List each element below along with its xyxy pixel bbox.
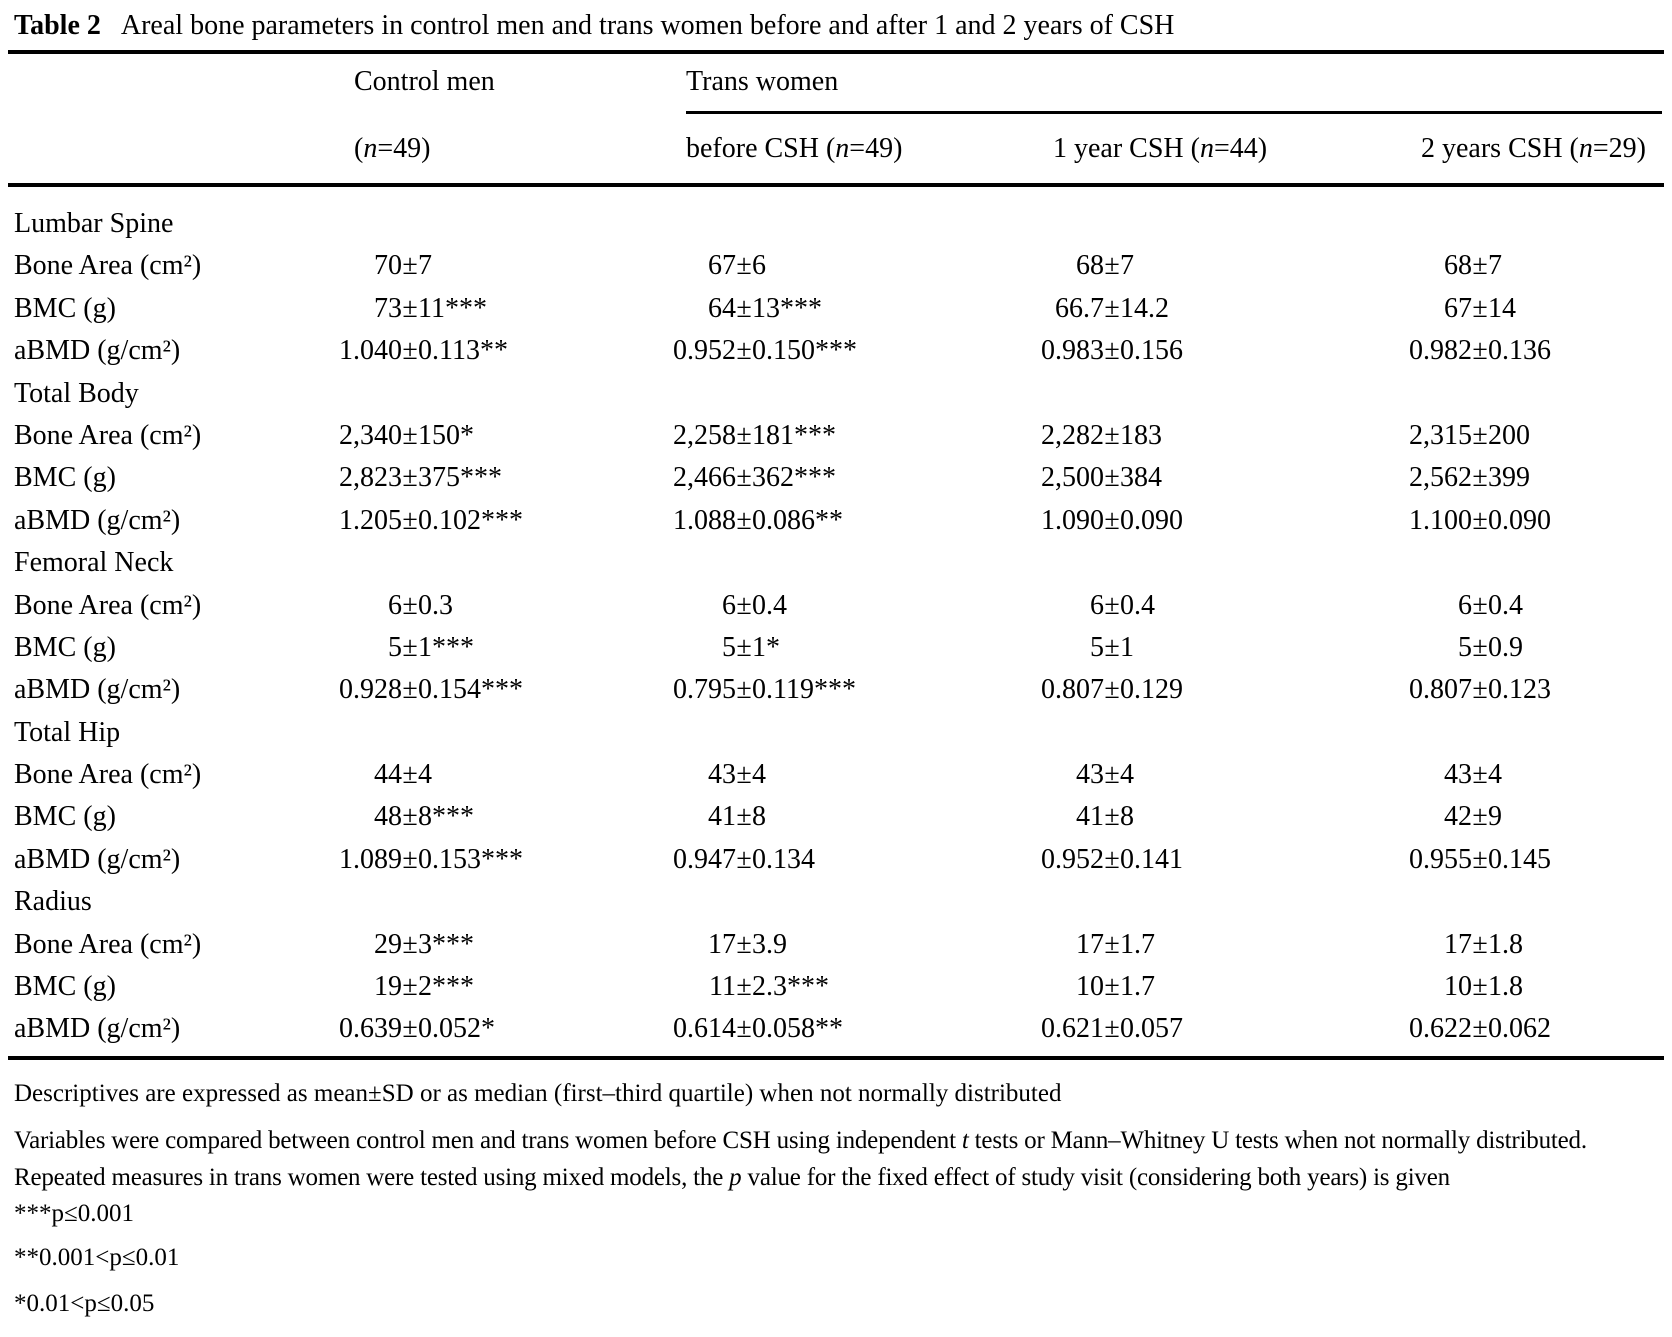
value-cell: 66.7±14.2	[1055, 292, 1169, 324]
rule-top	[8, 50, 1664, 54]
value-cell: 43±4	[708, 759, 766, 791]
value-cell: 2,562±399	[1409, 462, 1530, 494]
data-row	[0, 585, 1672, 627]
value-cell: 2,466±362***	[673, 462, 836, 494]
row-label: aBMD (g/cm²)	[14, 674, 181, 706]
row-label: Bone Area (cm²)	[14, 928, 202, 960]
col-header-control-n: (n=49)	[354, 133, 431, 164]
value-cell: 73±11***	[374, 292, 487, 324]
row-label: BMC (g)	[14, 631, 116, 663]
value-cell: 5±1***	[388, 631, 474, 663]
rule-table-bottom	[8, 1056, 1664, 1060]
value-cell: 43±4	[1076, 759, 1134, 791]
data-row	[0, 500, 1672, 542]
value-cell: 1.089±0.153***	[339, 843, 523, 875]
value-cell: 43±4	[1444, 759, 1502, 791]
data-row	[0, 415, 1672, 457]
row-label: aBMD (g/cm²)	[14, 1013, 181, 1045]
data-row	[0, 627, 1672, 669]
value-cell: 0.982±0.136	[1409, 335, 1551, 367]
value-cell: 0.807±0.129	[1041, 674, 1183, 706]
section-label: Radius	[14, 886, 92, 918]
value-cell: 0.952±0.150***	[673, 335, 857, 367]
value-cell: 1.090±0.090	[1041, 504, 1183, 536]
value-cell: 68±7	[1076, 250, 1134, 282]
value-cell: 68±7	[1444, 250, 1502, 282]
row-label: Bone Area (cm²)	[14, 759, 202, 791]
col-header-1-year-csh: 1 year CSH (n=44)	[1053, 133, 1268, 164]
row-label: Bone Area (cm²)	[14, 589, 202, 621]
value-cell: 0.983±0.156	[1041, 335, 1183, 367]
significance-three-stars: ***p≤0.001	[14, 1200, 134, 1227]
row-label: Bone Area (cm²)	[14, 419, 202, 451]
value-cell: 0.795±0.119***	[673, 674, 856, 706]
value-cell: 5±1	[1090, 631, 1134, 663]
rule-trans-women-span	[686, 111, 1662, 114]
footnote-descriptives: Descriptives are expressed as mean±SD or as median (first–third quartile) when not normally distributed	[14, 1080, 1062, 1107]
row-label: BMC (g)	[14, 971, 116, 1003]
value-cell: 17±1.7	[1076, 928, 1155, 960]
section-label: Total Body	[14, 377, 139, 409]
table-body	[0, 203, 1672, 1051]
value-cell: 0.928±0.154***	[339, 674, 523, 706]
section-header-row	[0, 881, 1672, 923]
value-cell: 6±0.4	[722, 589, 787, 621]
data-row	[0, 245, 1672, 287]
section-header-row	[0, 542, 1672, 584]
value-cell: 5±1*	[722, 631, 780, 663]
value-cell: 2,823±375***	[339, 462, 502, 494]
value-cell: 44±4	[374, 759, 432, 791]
row-label: BMC (g)	[14, 462, 116, 494]
value-cell: 1.205±0.102***	[339, 504, 523, 536]
value-cell: 29±3***	[374, 928, 474, 960]
value-cell: 17±3.9	[708, 928, 787, 960]
row-label: aBMD (g/cm²)	[14, 843, 181, 875]
data-row	[0, 288, 1672, 330]
data-row	[0, 839, 1672, 881]
data-row	[0, 669, 1672, 711]
value-cell: 2,500±384	[1041, 462, 1162, 494]
significance-one-star: *0.01<p≤0.05	[14, 1290, 155, 1317]
value-cell: 1.040±0.113**	[339, 335, 508, 367]
value-cell: 5±0.9	[1458, 631, 1523, 663]
value-cell: 1.100±0.090	[1409, 504, 1551, 536]
section-label: Femoral Neck	[14, 547, 174, 579]
section-label: Lumbar Spine	[14, 208, 174, 239]
value-cell: 17±1.8	[1444, 928, 1523, 960]
value-cell: 6±0.4	[1090, 589, 1155, 621]
value-cell: 0.947±0.134	[673, 843, 815, 875]
data-row	[0, 330, 1672, 372]
significance-two-stars: **0.001<p≤0.01	[14, 1244, 180, 1271]
col-header-before-csh: before CSH (n=49)	[686, 133, 903, 164]
section-header-row	[0, 373, 1672, 415]
col-group-control-men: Control men	[354, 66, 495, 97]
section-header-row	[0, 203, 1672, 245]
rule-header-bottom	[8, 183, 1664, 187]
value-cell: 2,282±183	[1041, 419, 1162, 451]
value-cell: 2,258±181***	[673, 419, 836, 451]
data-row	[0, 796, 1672, 838]
value-cell: 0.952±0.141	[1041, 843, 1183, 875]
row-label: BMC (g)	[14, 801, 116, 833]
value-cell: 41±8	[1076, 801, 1134, 833]
value-cell: 0.621±0.057	[1041, 1013, 1183, 1045]
row-label: aBMD (g/cm²)	[14, 335, 181, 367]
value-cell: 0.639±0.052*	[339, 1013, 495, 1045]
value-cell: 19±2***	[374, 971, 474, 1003]
value-cell: 1.088±0.086**	[673, 504, 843, 536]
value-cell: 2,315±200	[1409, 419, 1530, 451]
value-cell: 41±8	[708, 801, 766, 833]
value-cell: 0.614±0.058**	[673, 1013, 843, 1045]
value-cell: 64±13***	[708, 292, 822, 324]
value-cell: 42±9	[1444, 801, 1502, 833]
data-row	[0, 754, 1672, 796]
row-label: BMC (g)	[14, 292, 116, 324]
value-cell: 48±8***	[374, 801, 474, 833]
table-number: Table 2	[14, 10, 101, 41]
col-group-trans-women: Trans women	[686, 66, 839, 97]
value-cell: 70±7	[374, 250, 432, 282]
value-cell: 6±0.4	[1458, 589, 1523, 621]
value-cell: 6±0.3	[388, 589, 453, 621]
data-row	[0, 1008, 1672, 1050]
table-caption	[14, 10, 1174, 42]
data-row	[0, 966, 1672, 1008]
row-label: Bone Area (cm²)	[14, 250, 202, 282]
value-cell: 67±6	[708, 250, 766, 282]
data-row	[0, 457, 1672, 499]
footnote-methods: Variables were compared between control men and trans women before CSH using independent t tests or Mann–Whitney U tests when not normally distributed. Repeated measures in trans women were tested using mixed models, the p value for the fixed effect of study visit (considering both years) is given	[14, 1127, 1587, 1191]
value-cell: 67±14	[1444, 292, 1516, 324]
value-cell: 10±1.8	[1444, 971, 1523, 1003]
data-row	[0, 924, 1672, 966]
row-label: aBMD (g/cm²)	[14, 504, 181, 536]
value-cell: 0.807±0.123	[1409, 674, 1551, 706]
value-cell: 0.955±0.145	[1409, 843, 1551, 875]
value-cell: 2,340±150*	[339, 419, 474, 451]
value-cell: 10±1.7	[1076, 971, 1155, 1003]
value-cell: 11±2.3***	[709, 971, 829, 1003]
col-header-2-years-csh: 2 years CSH (n=29)	[1421, 133, 1646, 164]
table-caption-text: Areal bone parameters in control men and trans women before and after 1 and 2 years of CSH	[120, 10, 1175, 41]
section-label: Total Hip	[14, 716, 121, 748]
value-cell: 0.622±0.062	[1409, 1013, 1551, 1045]
section-header-row	[0, 712, 1672, 754]
